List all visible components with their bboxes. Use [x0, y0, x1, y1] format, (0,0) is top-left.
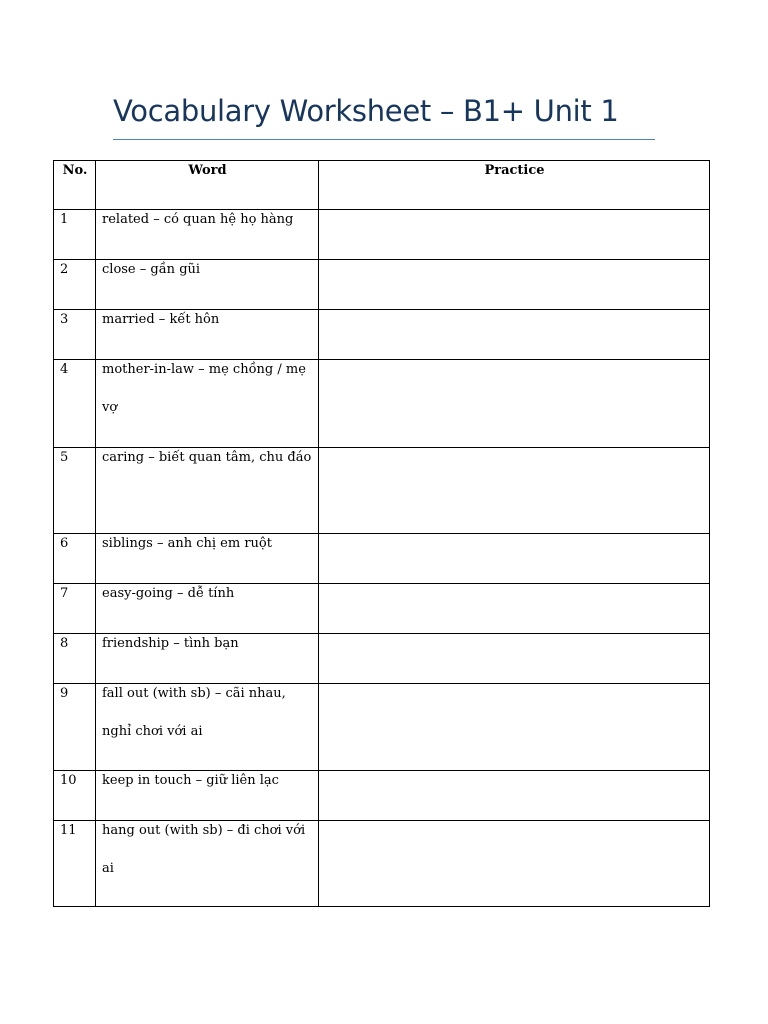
table-row — [54, 448, 710, 534]
row-practice-cell[interactable] — [319, 634, 710, 684]
table-row — [54, 684, 710, 771]
row-practice-cell[interactable] — [319, 821, 710, 907]
row-number: 8 — [54, 634, 96, 684]
row-practice-cell[interactable] — [319, 448, 710, 534]
table-row — [54, 360, 710, 448]
row-number: 2 — [54, 260, 96, 310]
row-number: 4 — [54, 360, 96, 448]
header-practice: Practice — [319, 161, 710, 210]
row-number: 7 — [54, 584, 96, 634]
header-no: No. — [54, 161, 96, 210]
row-number: 1 — [54, 210, 96, 260]
row-word: caring – biết quan tâm, chu đáo — [96, 448, 319, 534]
row-word: fall out (with sb) – cãi nhau, nghỉ chơi với ai — [96, 684, 319, 771]
title-underline — [113, 139, 655, 140]
row-number: 5 — [54, 448, 96, 534]
row-word: married – kết hôn — [96, 310, 319, 360]
row-number: 10 — [54, 771, 96, 821]
row-word: related – có quan hệ họ hàng — [96, 210, 319, 260]
row-number: 6 — [54, 534, 96, 584]
row-word: close – gần gũi — [96, 260, 319, 310]
row-word: keep in touch – giữ liên lạc — [96, 771, 319, 821]
row-practice-cell[interactable] — [319, 360, 710, 448]
row-word: siblings – anh chị em ruột — [96, 534, 319, 584]
row-practice-cell[interactable] — [319, 260, 710, 310]
row-practice-cell[interactable] — [319, 310, 710, 360]
row-number: 9 — [54, 684, 96, 771]
row-word: friendship – tình bạn — [96, 634, 319, 684]
table-row — [54, 821, 710, 907]
row-number: 3 — [54, 310, 96, 360]
row-practice-cell[interactable] — [319, 771, 710, 821]
row-word: mother-in-law – mẹ chồng / mẹ vợ — [96, 360, 319, 448]
page-title: Vocabulary Worksheet – B1+ Unit 1 — [113, 94, 619, 128]
vocabulary-table — [53, 160, 710, 907]
row-number: 11 — [54, 821, 96, 907]
row-practice-cell[interactable] — [319, 584, 710, 634]
row-practice-cell[interactable] — [319, 534, 710, 584]
row-word: easy-going – dễ tính — [96, 584, 319, 634]
row-word: hang out (with sb) – đi chơi với ai — [96, 821, 319, 907]
row-practice-cell[interactable] — [319, 210, 710, 260]
header-word: Word — [96, 161, 319, 210]
row-practice-cell[interactable] — [319, 684, 710, 771]
